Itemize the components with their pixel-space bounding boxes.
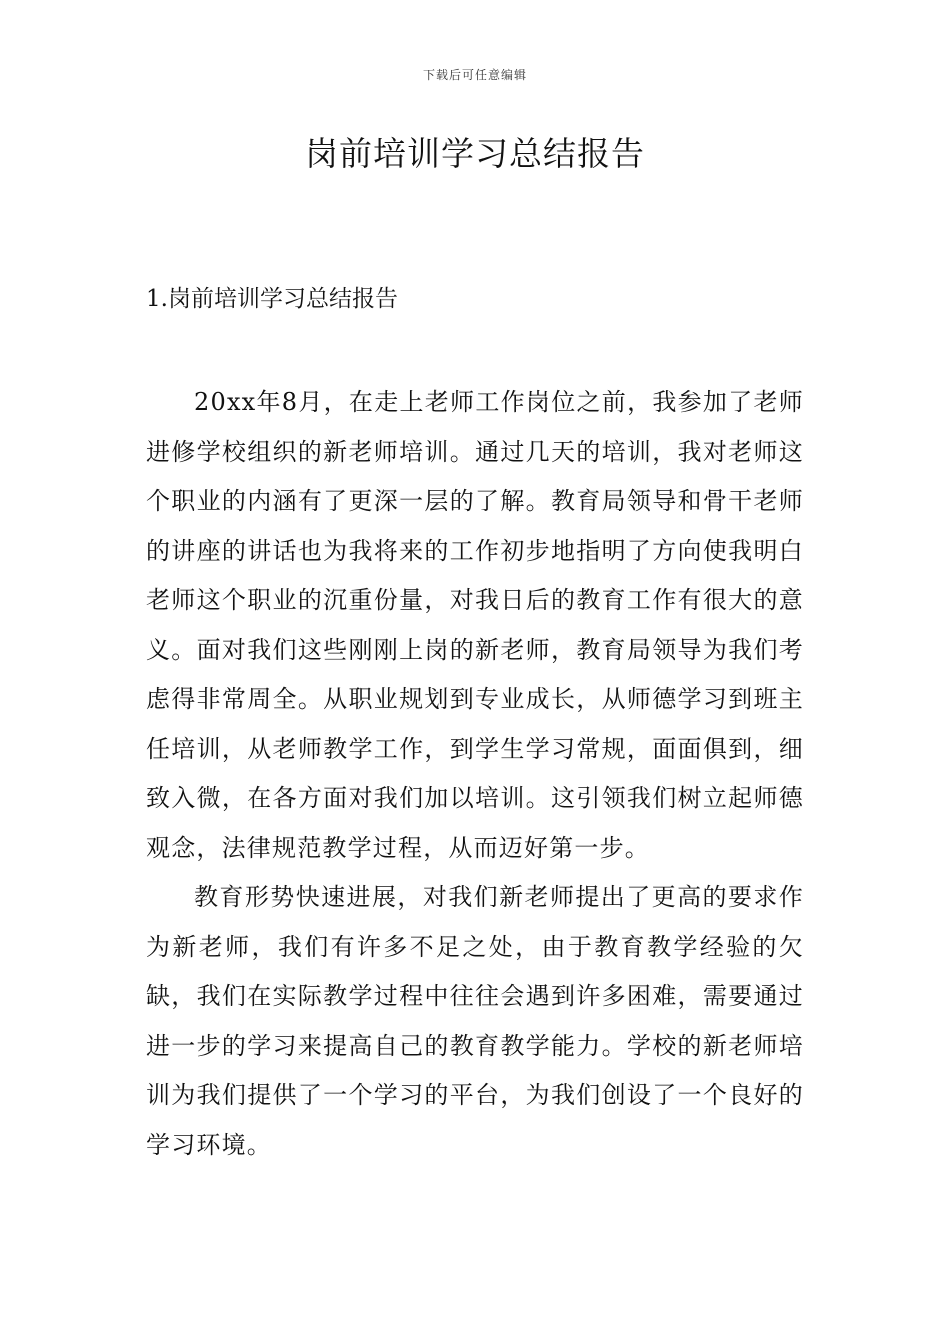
paragraph: 教育形势快速进展，对我们新老师提出了更高的要求作为新老师，我们有许多不足之处，由于教育教学经验的欠缺，我们在实际教学过程中往往会遇到许多困难，需要通过进一步的学习来提高自己的教育教学能力。学校的新老师培训为我们提供了一个学习的平台，为我们创设了一个良好的学习环境。 bbox=[146, 883, 804, 1159]
document-body bbox=[146, 378, 804, 1170]
header-note: 下载后可任意编辑 bbox=[422, 68, 527, 82]
section-heading: 1.岗前培训学习总结报告 bbox=[146, 286, 398, 312]
paragraph: 20xx年8月，在走上老师工作岗位之前，我参加了老师进修学校组织的新老师培训。通过几天的培训，我对老师这个职业的内涵有了更深一层的了解。教育局领导和骨干老师的讲座的讲话也为我将来的工作初步地指明了方向使我明白老师这个职业的沉重份量，对我日后的教育工作有很大的意义。面对我们这些刚刚上岗的新老师，教育局领导为我们考虑得非常周全。从职业规划到专业成长，从师德学习到班主任培训，从老师教学工作，到学生学习常规，面面俱到，细致入微，在各方面对我们加以培训。这引领我们树立起师德观念，法律规范教学过程，从而迈好第一步。 bbox=[146, 388, 804, 862]
document-title: 岗前培训学习总结报告 bbox=[305, 134, 645, 173]
